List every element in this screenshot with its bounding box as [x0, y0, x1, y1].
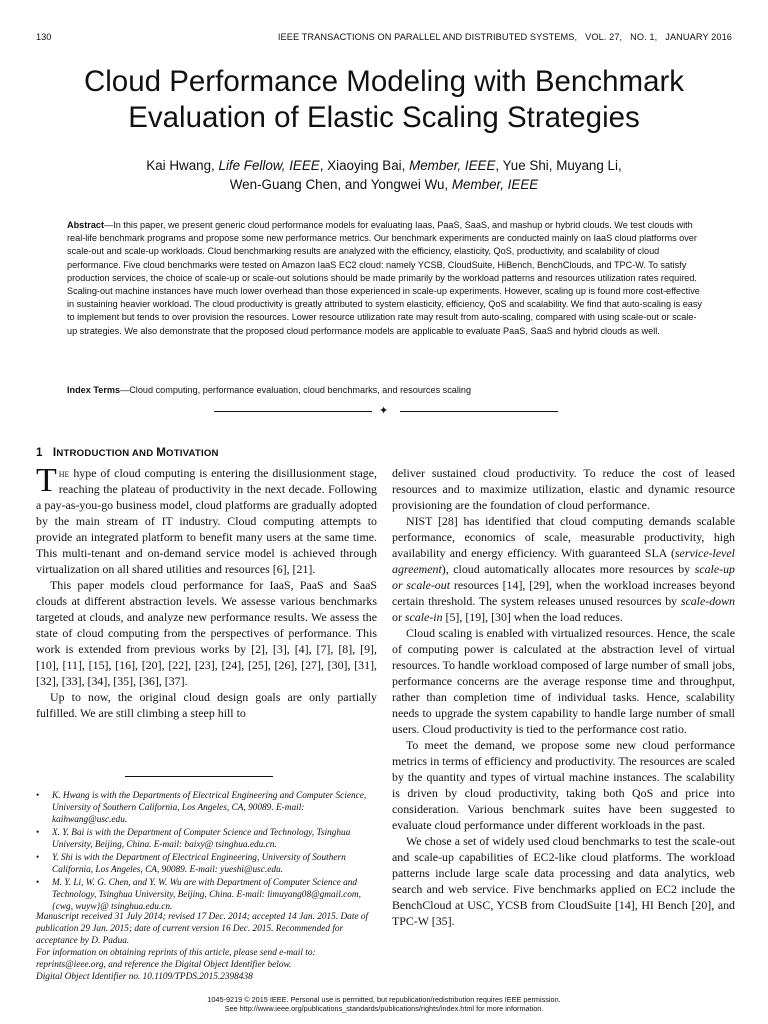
section-title-rest: OTIVATION	[166, 448, 219, 459]
running-header	[36, 32, 732, 46]
index-terms-label: Index Terms	[67, 385, 121, 395]
publication-meta	[36, 911, 377, 983]
right-paragraph-2	[392, 513, 735, 625]
divider-star-icon: ✦	[379, 405, 389, 417]
copyright-footer	[0, 995, 768, 1013]
divider-line-left	[214, 411, 372, 412]
emphasis-text: scale-in	[404, 610, 443, 624]
drop-cap: T	[36, 462, 57, 499]
footnote-text: M. Y. Li, W. G. Chen, and Y. W. Wu are with Department of Computer Science and Technology, Tsinghua University, Beijing, China. E-mail: limuyang08@gmail.com, {cwg, wuyw}@ tsinghua.edu.cn.	[52, 878, 361, 912]
right-paragraph-1: deliver sustained cloud productivity. To reduce the cost of leased resources and to maximize utilization, elastic and dynamic resource provisioning are the foundation of cloud performance.	[392, 466, 735, 512]
section-title-rest: NTRODUCTION AND	[56, 448, 157, 459]
bullet-icon: •	[36, 853, 40, 863]
emphasis-text: scale-down	[680, 594, 735, 608]
copyright-line: 1045-9219 © 2015 IEEE. Personal use is permitted, but republication/redistribution requires IEEE permission.	[207, 995, 561, 1004]
right-paragraph-3: Cloud scaling is enabled with virtualized resources. Hence, the scale of computing power is calculated at the abstraction level of virtual resources. To handle workload composed of large number of small jobs, performance concerns are the average response time and throughput, rather than completion time of individual tasks. Hence, scalability needs to upgrade the system capability to handle large number of small users. Cloud productivity is tied to the performance cost ratio.	[392, 626, 735, 736]
bullet-icon: •	[36, 828, 40, 838]
emphasis-text: service-level agreement	[392, 546, 735, 576]
author-affiliations	[36, 790, 377, 914]
abstract-text: —In this paper, we present generic cloud performance models for evaluating Iaas, PaaS, SaaS, and mashup or hybrid clouds. We test clouds with real-life benchmark programs and propose some new performance metrics. Our benchmark experiments are conducted mainly on IaaS cloud platforms over scale-out and scale-up workloads. Cloud benchmarking results are analyzed with the efficiency, elasticity, QoS, productivity, and scalability of cloud performance. Five cloud benchmarks were tested on Amazon IaaS EC2 cloud: namely YCSB, CloudSuite, HiBench, BenchClouds, and TPC-W. To satisfy production services, the choice of scale-up or scale-out solutions should be made primarily by the workload patterns and resources utilization rates required. Scaling-out machine instances have much lower overhead than those experienced in scale-up experiments. However, scaling up is found more cost-effective in sustaining heavier workload. The cloud productivity is greatly attributed to system elasticity, efficiency, QoS and scalability. We find that auto-scaling is easy to implement but tends to over provision the resources. Lower resource utilization rate may result from auto-scaling, compared with using scale-out or scale-up strategies. We also demonstrate that the proposed cloud performance models are applicable to evaluate PaaS, SaaS and hybrid clouds as well.	[67, 220, 702, 336]
journal-info: IEEE TRANSACTIONS ON PARALLEL AND DISTRIBUTED SYSTEMS, VOL. 27, NO. 1, JANUARY 2016	[277, 32, 732, 42]
abstract-label: Abstract	[67, 220, 105, 230]
author-text: , Xiaoying Bai,	[319, 158, 410, 173]
footnote-item	[36, 877, 377, 913]
paragraph-text: resources [14], [29], when the workload increases beyond certain threshold. The system releases unused resources by	[392, 578, 736, 608]
author-role: Member, IEEE	[451, 177, 539, 192]
footnote-text: Y. Shi is with the Department of Electrical Engineering, University of Southern California, Los Angeles, CA, 90089. E-mail: yueshi@usc.edu.	[52, 853, 346, 875]
right-paragraph-4: To meet the demand, we propose some new cloud performance metrics in terms of efficiency and productivity. The resources are scaled by the quantity and types of virtual machine instances. The scalability is driven by cloud productivity, taking both QoS and price into consideration. Various benchmark suites have been suggested to evaluate cloud performance under different workloads in the past.	[392, 738, 735, 832]
paragraph-text: or	[392, 610, 405, 624]
paper-title	[40, 64, 728, 136]
paragraph-text: NIST [28] has identified that cloud computing demands scalable performance, economics of scale, measurable productivity, high availability and energy efficiency. With guaranteed SLA (	[392, 514, 735, 560]
doi: Digital Object Identifier no. 10.1109/TPDS.2015.2398438	[36, 972, 253, 982]
section-heading	[36, 446, 219, 459]
rights-link: See http://www.ieee.org/publications_standards/publications/rights/index.html for more information.	[224, 1004, 544, 1013]
section-number: 1	[36, 446, 43, 459]
title-line-1: Cloud Performance Modeling with Benchmark	[83, 65, 685, 98]
manuscript-dates: Manuscript received 31 July 2014; revised 17 Dec. 2014; accepted 14 Jan. 2015. Date of publication 29 Jan. 2015; date of current version 16 Dec. 2015. Recommended for acceptance by D. Padua.	[36, 912, 369, 946]
left-column	[36, 462, 377, 721]
author-text: Kai Hwang,	[146, 158, 219, 173]
page-number: 130	[36, 32, 52, 42]
footnote-item	[36, 827, 377, 851]
small-caps-text: he	[58, 466, 70, 480]
paragraph-text: hype of cloud computing is entering the disillusionment stage, reaching the plateau of productivity in the next decade. Following a pay-as-you-go business model, cloud platforms are gradually adopted by the main stream of IT industry. Cloud computing attempts to provide an integrated platform to benefit many users at the same time. This multi-tenant and on-demand service model is achieved through virtualization on all shared utilities and resources [6], [21].	[36, 466, 377, 576]
intro-paragraph-3: Up to now, the original cloud design goals are only partially fulfilled. We are still climbing a steep hill to	[36, 690, 377, 720]
bullet-icon: •	[36, 878, 40, 888]
intro-paragraph-2: This paper models cloud performance for IaaS, PaaS and SaaS clouds at different abstraction levels. We assesse various benchmarks targeted at clouds, and analyze new performance results. We assess the state of cloud computing from the perspectives of performance. This work is extended from previous works by [2], [3], [4], [7], [8], [9], [10], [11], [15], [16], [20], [22], [23], [24], [25], [26], [27], [30], [31], [32], [33], [34], [35], [36], [37].	[36, 578, 377, 688]
right-paragraph-5: We chose a set of widely used cloud benchmarks to test the scale-out and scale-up capabilities of EC2-like cloud platforms. The workload patterns include large scale data processing and data analytics, web search and web service. Five benchmarks applied on EC2 include the BenchCloud at USC, YCSB from CloudSuite [14], HI Bench [20], and TPC-W [35].	[392, 834, 735, 928]
author-role: Member, IEEE	[409, 158, 496, 173]
title-line-2: Evaluation of Elastic Scaling Strategies	[128, 101, 640, 134]
author-line-1	[60, 156, 708, 175]
paragraph-text: ), cloud automatically allocates more resources by	[441, 562, 695, 576]
bullet-icon: •	[36, 791, 40, 801]
abstract	[67, 219, 702, 338]
section-title-cap: I	[52, 446, 57, 459]
divider-line-right	[400, 411, 558, 412]
author-text: Wen-Guang Chen, and Yongwei Wu,	[229, 177, 452, 192]
intro-paragraph-1	[36, 462, 377, 577]
footnote-item	[36, 852, 377, 876]
index-terms-text: —Cloud computing, performance evaluation, cloud benchmarks, and resources scaling	[120, 385, 472, 395]
footnote-item	[36, 790, 377, 826]
paragraph-text: [5], [19], [30] when the load reduces.	[442, 610, 623, 624]
author-line-2	[60, 175, 708, 194]
reprints-info: For information on obtaining reprints of this article, please send e-mail to: reprints@ieee.org, and reference the Digital Object Identifier below.	[36, 948, 316, 970]
emphasis-text: scale-up or scale-out	[392, 562, 735, 592]
footnote-rule	[125, 776, 273, 777]
right-column	[392, 465, 735, 929]
section-divider	[214, 405, 558, 419]
footnote-text: X. Y. Bai is with the Department of Computer Science and Technology, Tsinghua University, Beijing, China. E-mail: baixy@ tsinghua.edu.cn.	[52, 828, 351, 850]
author-role: Life Fellow, IEEE	[218, 158, 320, 173]
author-text: , Yue Shi, Muyang Li,	[495, 158, 622, 173]
author-list	[60, 156, 708, 194]
section-title-cap: M	[156, 446, 167, 459]
index-terms	[67, 384, 702, 397]
footnote-text: K. Hwang is with the Departments of Electrical Engineering and Computer Science, University of Southern California, Los Angeles, CA, 90089. E-mail: kaihwang@usc.edu.	[52, 791, 367, 825]
